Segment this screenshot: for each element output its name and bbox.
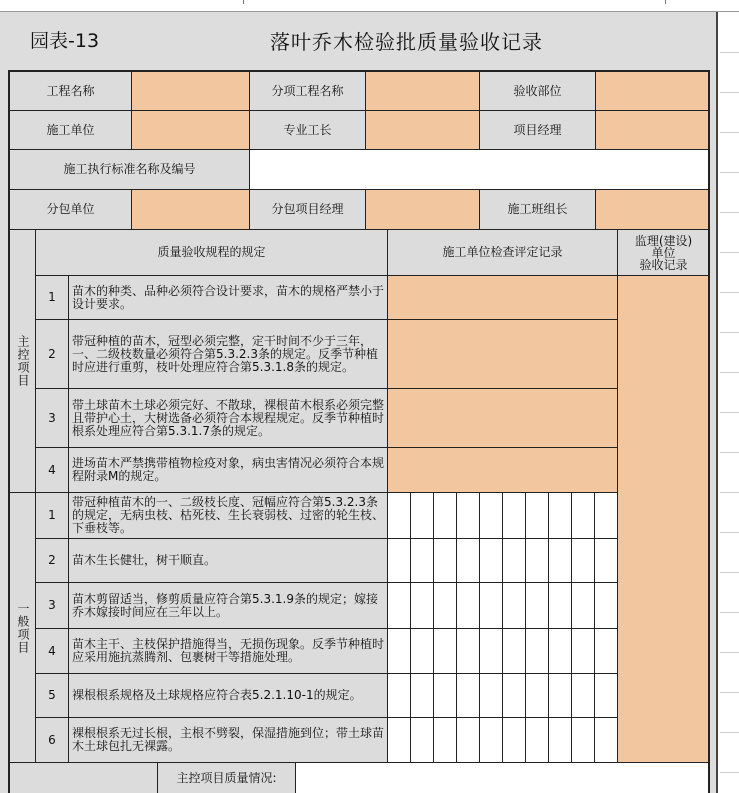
general-item-text: 苗木生长健壮，树干顺直。 (69, 539, 388, 583)
general-items-group-label: 一般项目 (10, 493, 36, 763)
main-item-text: 苗木的种类、品种必须符合设计要求，苗木的规格严禁小于设计要求。 (69, 276, 388, 320)
right-gutter (720, 12, 739, 793)
sub-project-manager-label: 分包项目经理 (250, 190, 366, 230)
supervision-record-field[interactable] (618, 276, 710, 763)
acceptance-part-field[interactable] (596, 72, 710, 111)
main-item-number: 1 (36, 276, 69, 320)
general-item-number: 5 (36, 674, 69, 718)
main-item-check-field[interactable] (388, 389, 618, 448)
main-item-number: 3 (36, 389, 69, 448)
main-item-check-field[interactable] (388, 320, 618, 389)
form-title: 落叶乔木检验批质量验收记录 (270, 30, 543, 54)
main-items-group-label: 主控项目 (10, 230, 36, 493)
project-name-label: 工程名称 (10, 72, 132, 111)
construction-check-column-header: 施工单位检查评定记录 (388, 230, 618, 276)
main-item-text: 进场苗木严禁携带植物检疫对象，病虫害情况必须符合本规程附录M的规定。 (69, 448, 388, 493)
project-name-field[interactable] (132, 72, 250, 111)
subcontractor-label: 分包单位 (10, 190, 132, 230)
general-item-check-grid[interactable] (388, 583, 618, 629)
team-leader-label: 施工班组长 (480, 190, 596, 230)
footer-blank-cell (10, 763, 158, 793)
general-item-check-grid[interactable] (388, 493, 618, 539)
column-divider (243, 0, 244, 4)
supervision-header-line2: 单位 (651, 245, 676, 260)
sub-project-label: 分项工程名称 (250, 72, 366, 111)
supervision-header-line3: 验收记录 (639, 257, 688, 272)
standard-field[interactable] (250, 150, 710, 190)
general-item-number: 4 (36, 629, 69, 674)
sub-project-field[interactable] (366, 72, 480, 111)
form-code: 园表-13 (30, 30, 100, 52)
construction-unit-label: 施工单位 (10, 111, 132, 150)
standard-label: 施工执行标准名称及编号 (10, 150, 250, 190)
general-item-text: 裸根根系规格及土球规格应符合表5.2.1.10-1的规定。 (69, 674, 388, 718)
main-item-number: 4 (36, 448, 69, 493)
general-item-check-grid[interactable] (388, 539, 618, 583)
column-header-strip (0, 0, 739, 12)
general-item-number: 3 (36, 583, 69, 629)
subcontractor-field[interactable] (132, 190, 250, 230)
sub-project-manager-field[interactable] (366, 190, 480, 230)
foreman-field[interactable] (366, 111, 480, 150)
general-item-number: 6 (36, 718, 69, 763)
main-quality-field[interactable] (296, 763, 710, 793)
main-item-text: 带冠种植的苗木，冠型必须完整，定干时间不少于三年，一、二级枝数量必须符合第5.3.2.3条的规定。反季节种植时应进行重剪，枝叶处理应符合第5.3.1.8条的规定。 (69, 320, 388, 389)
foreman-label: 专业工长 (250, 111, 366, 150)
team-leader-field[interactable] (596, 190, 710, 230)
general-item-check-grid[interactable] (388, 718, 618, 763)
main-item-check-field[interactable] (388, 448, 618, 493)
construction-unit-field[interactable] (132, 111, 250, 150)
general-item-number: 1 (36, 493, 69, 539)
general-item-text: 苗木剪留适当，修剪质量应符合第5.3.1.9条的规定；嫁接乔木嫁接时间应在三年以上。 (69, 583, 388, 629)
project-manager-label: 项目经理 (480, 111, 596, 150)
general-item-text: 裸根根系无过长根，主根不劈裂，保湿措施到位；带土球苗木土球包扎无裸露。 (69, 718, 388, 763)
general-item-number: 2 (36, 539, 69, 583)
regulation-column-header: 质量验收规程的规定 (36, 230, 388, 276)
supervision-column-header (618, 230, 710, 276)
column-divider (665, 0, 666, 4)
general-item-check-grid[interactable] (388, 629, 618, 674)
main-item-number: 2 (36, 320, 69, 389)
main-item-text: 带土球苗木土球必须完好、不散球，裸根苗木根系必须完整且带护心土，大树选备必须符合本规程规定。反季节种植时根系处理应符合第5.3.1.7条的规定。 (69, 389, 388, 448)
general-item-check-grid[interactable] (388, 674, 618, 718)
general-item-text: 带冠种植苗木的一、二级枝长度、冠幅应符合第5.3.2.3条的规定，无病虫枝、枯死枝、生长衰弱枝、过密的轮生枝、下垂枝等。 (69, 493, 388, 539)
main-quality-label: 主控项目质量情况: (158, 763, 296, 793)
acceptance-part-label: 验收部位 (480, 72, 596, 111)
supervision-header-line1: 监理(建设) (634, 233, 693, 248)
project-manager-field[interactable] (596, 111, 710, 150)
general-item-text: 苗木主干、主枝保护措施得当，无损伤现象。反季节种植时应采用施抗蒸腾剂、包裹树干等措施处理。 (69, 629, 388, 674)
main-item-check-field[interactable] (388, 276, 618, 320)
